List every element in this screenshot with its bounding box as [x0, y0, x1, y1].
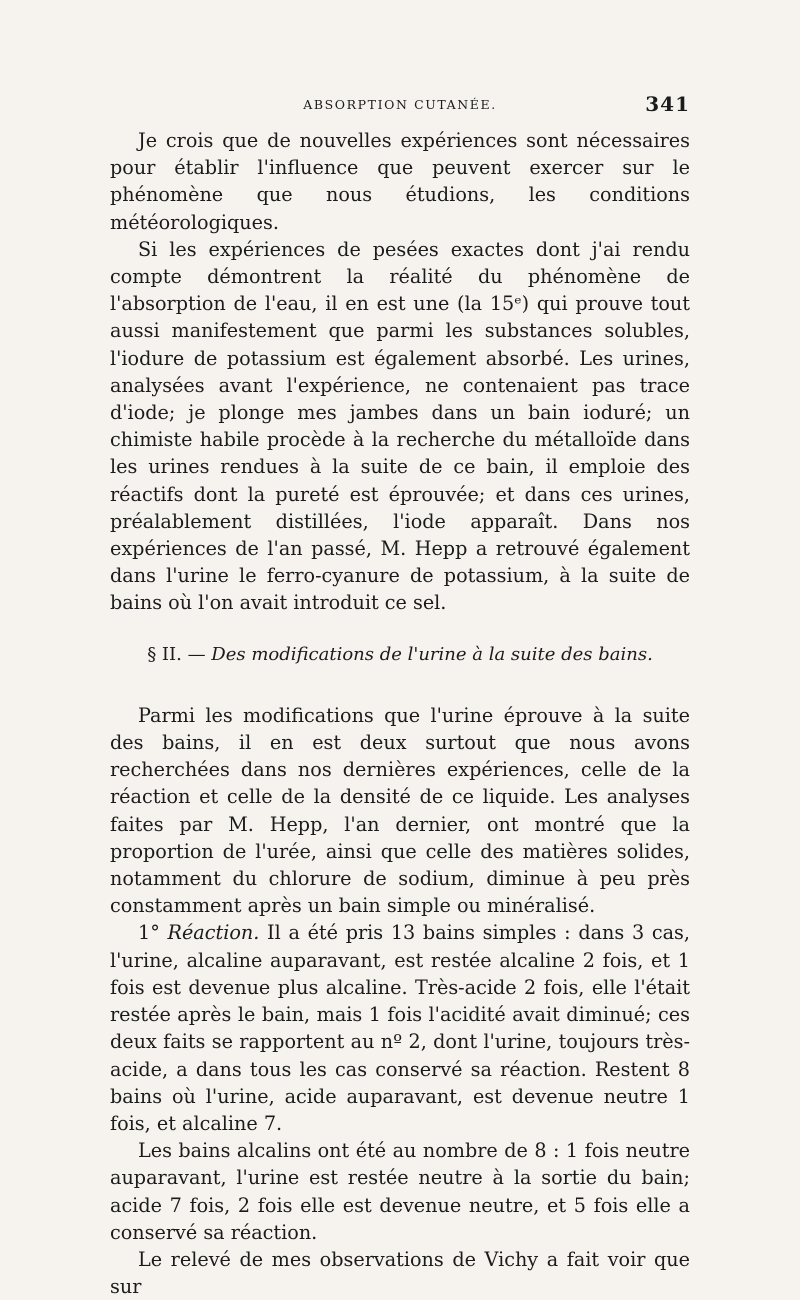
section-number: § II. —	[147, 643, 212, 665]
reaction-text: Il a été pris 13 bains simples : dans 3 cas, l'urine, alcaline auparavant, est restée alcaline 2 fois, et 1 fois est devenue plus alcaline. Très-acide 2 fois, elle l'était restée après le bain, mais 1 fois l'acidité avait diminué; ces deux faits se rapportent au nº 2, dont l'urine, toujours très-acide, a dans tous les cas conservé sa réaction. Restent 8 bains où l'urine, acide auparavant, est devenue neutre 1 fois, et alcaline 7.	[110, 921, 690, 1135]
paragraph-vichy: Le relevé de mes observations de Vichy a fait voir que sur	[110, 1247, 690, 1299]
book-page	[110, 92, 690, 1300]
section-title: Des modifications de l'urine à la suite des bains.	[211, 643, 653, 665]
page-header	[110, 92, 690, 121]
running-head: ABSORPTION CUTANÉE.	[303, 97, 497, 112]
paragraph-reaction	[110, 919, 690, 1137]
paragraph-urine-modifications: Parmi les modifications que l'urine éprouve à la suite des bains, il en est deux surtout que nous avons recherchées dans nos dernières expériences, celle de la réaction et celle de la densité de ce liquide. Les analyses faites par M. Hepp, l'an dernier, ont montré que la proportion de l'urée, ainsi que celle des matières solides, notamment du chlorure de sodium, diminue à peu près constamment après un bain simple ou minéralisé.	[110, 703, 690, 918]
reaction-number: 1°	[138, 921, 168, 945]
page-number: 341	[645, 92, 690, 116]
paragraph-meteorological: Je crois que de nouvelles expériences sont nécessaires pour établir l'influence que peuvent exercer sur le phénomène que nous étudions, les conditions météorologiques.	[110, 129, 690, 234]
paragraph-iodide-absorption: Si les expériences de pesées exactes dont j'ai rendu compte démontrent la réalité du phénomène de l'absorption de l'eau, il en est une (la 15ᵉ) qui prouve tout aussi manifestement que parmi les substances solubles, l'iodure de potassium est également absorbé. Les urines, analysées avant l'expérience, ne contenaient pas trace d'iode; je plonge mes jambes dans un bain ioduré; un chimiste habile procède à la recherche du métalloïde dans les urines rendues à la suite de ce bain, il emploie des réactifs dont la pureté est éprouvée; et dans ces urines, préalablement distillées, l'iode apparaît. Dans nos expériences de l'an passé, M. Hepp a retrouvé également dans l'urine le ferro-cyanure de potassium, à la suite de bains où l'on avait introduit ce sel.	[110, 237, 690, 615]
paragraph-alkaline-baths: Les bains alcalins ont été au nombre de 8 : 1 fois neutre auparavant, l'urine est restée neutre à la sortie du bain; acide 7 fois, 2 fois elle est devenue neutre, et 5 fois elle a conservé sa réaction.	[110, 1139, 690, 1244]
reaction-term: Réaction.	[167, 921, 260, 945]
section-heading	[110, 641, 690, 668]
